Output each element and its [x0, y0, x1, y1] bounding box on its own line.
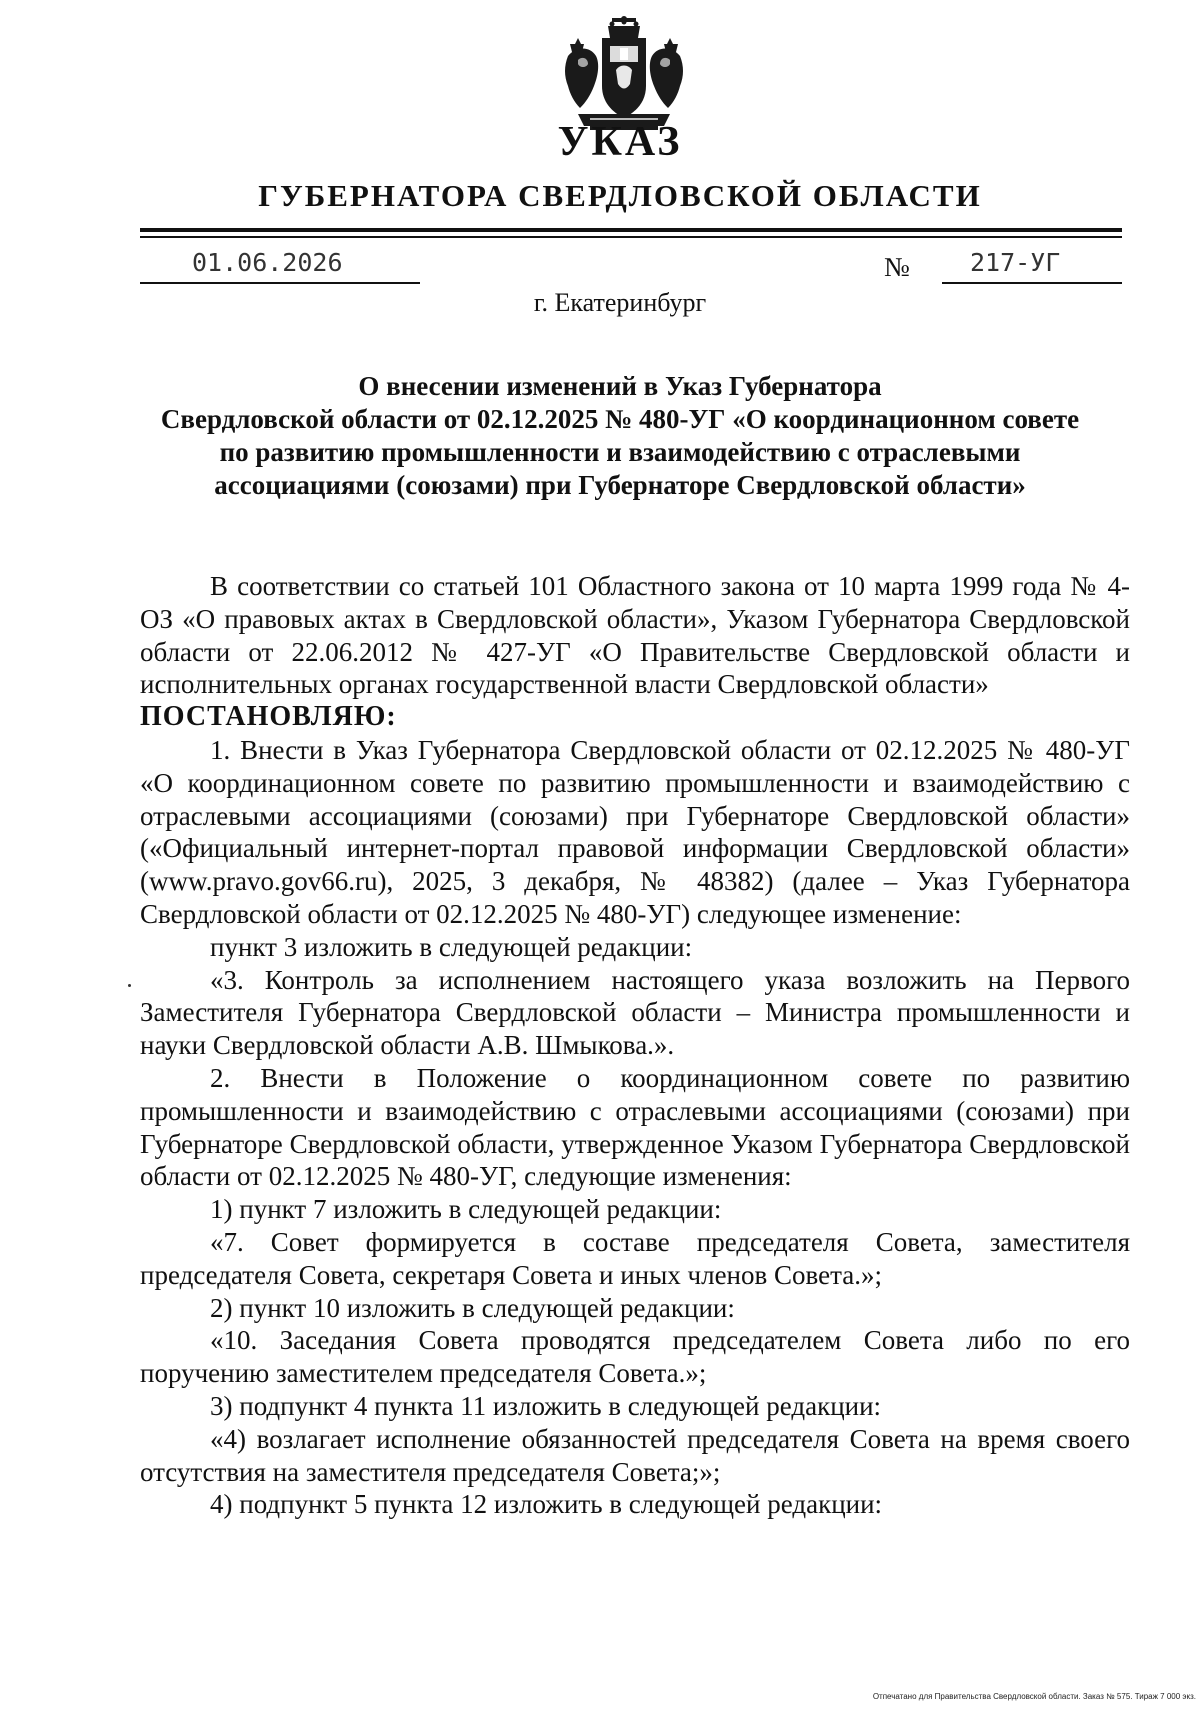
title-line: ассоциациями (союзами) при Губернаторе Свердловской области»: [214, 470, 1026, 500]
body-paragraph: пункт 3 изложить в следующей редакции:: [210, 931, 693, 962]
document-body: [140, 570, 1130, 1521]
decree-word: ПОСТАНОВЛЯЮ:: [140, 701, 397, 733]
body-paragraph: 2) пункт 10 изложить в следующей редакции:: [210, 1292, 735, 1323]
coat-of-arms-icon: [560, 16, 688, 132]
header-rule-thin: [140, 236, 1122, 238]
number-sign: №: [884, 252, 910, 282]
document-type-heading: УКАЗ: [557, 119, 683, 165]
place-of-issue: г. Екатеринбург: [533, 288, 707, 317]
title-line: Свердловской области от 02.12.2025 № 480-УГ «О координационном совете: [160, 404, 1080, 434]
scan-speck: [128, 984, 131, 987]
number-field: [942, 248, 1122, 284]
body-paragraph: 2. Внести в Положение о координационном совете по развитию промышленности и взаимодействию с отраслевыми ассоциациями (союзами) при Губернаторе Свердловской области, утвержденное Указом Губернатора Свердловской области от 02.12.2025 № 480-УГ, следующие изменения:: [140, 1062, 1130, 1192]
body-paragraph: 1) пункт 7 изложить в следующей редакции:: [210, 1194, 722, 1225]
body-paragraph: 4) подпункт 5 пункта 12 изложить в следующей редакции:: [210, 1489, 883, 1520]
body-paragraph: «4) возлагает исполнение обязанностей председателя Совета на время своего отсутствия на заместителя председателя Совета;»;: [140, 1423, 1130, 1487]
body-paragraph: «10. Заседания Совета проводятся председателем Совета либо по его поручению заместителем председателя Совета.»;: [140, 1325, 1130, 1389]
body-paragraph: «3. Контроль за исполнением настоящего указа возложить на Первого Заместителя Губернатора Свердловской области – Министра промышленности и науки Свердловской области А.В. Шмыкова.».: [140, 964, 1130, 1061]
print-imprint: Отпечатано для Правительства Свердловской области. Заказ № 575. Тираж 7 000 экз.: [872, 1692, 1196, 1701]
date-field: [140, 248, 420, 284]
title-line: О внесении изменений в Указ Губернатора: [358, 371, 882, 401]
body-paragraph: «7. Совет формируется в составе председателя Совета, заместителя председателя Совета, секретаря Совета и иных членов Совета.»;: [140, 1226, 1130, 1290]
title-line: по развитию промышленности и взаимодействию с отраслевыми: [219, 437, 1021, 467]
document-date: 01.06.2026: [192, 248, 343, 277]
document-issuer-heading: ГУБЕРНАТОРА СВЕРДЛОВСКОЙ ОБЛАСТИ: [258, 178, 982, 213]
document-title: [150, 370, 1090, 502]
body-paragraph: 3) подпункт 4 пункта 11 изложить в следующей редакции:: [210, 1390, 882, 1421]
header-rule-thick: [140, 228, 1122, 232]
body-paragraph: 1. Внести в Указ Губернатора Свердловской области от 02.12.2025 № 480-УГ «О координационном совете по развитию промышленности и взаимодействию с отраслевыми ассоциациями (союзами) при Губернаторе Свердловской области» («Официальный интернет-портал правовой информации Свердловской области» (www.pravo.gov66.ru), 2025, 3 декабря, № 48382) (далее – Указ Губернатора Свердловской области от 02.12.2025 № 480-УГ) следующее изменение:: [140, 734, 1130, 929]
document-number: 217-УГ: [970, 248, 1061, 277]
preamble-paragraph: В соответствии со статьей 101 Областного закона от 10 марта 1999 года № 4-ОЗ «О правовых актах в Свердловской области», Указом Губернатора Свердловской области от 22.06.2012 № 427-УГ «О Правительстве Свердловской области и исполнительных органах государственной власти Свердловской области»: [140, 571, 1130, 700]
